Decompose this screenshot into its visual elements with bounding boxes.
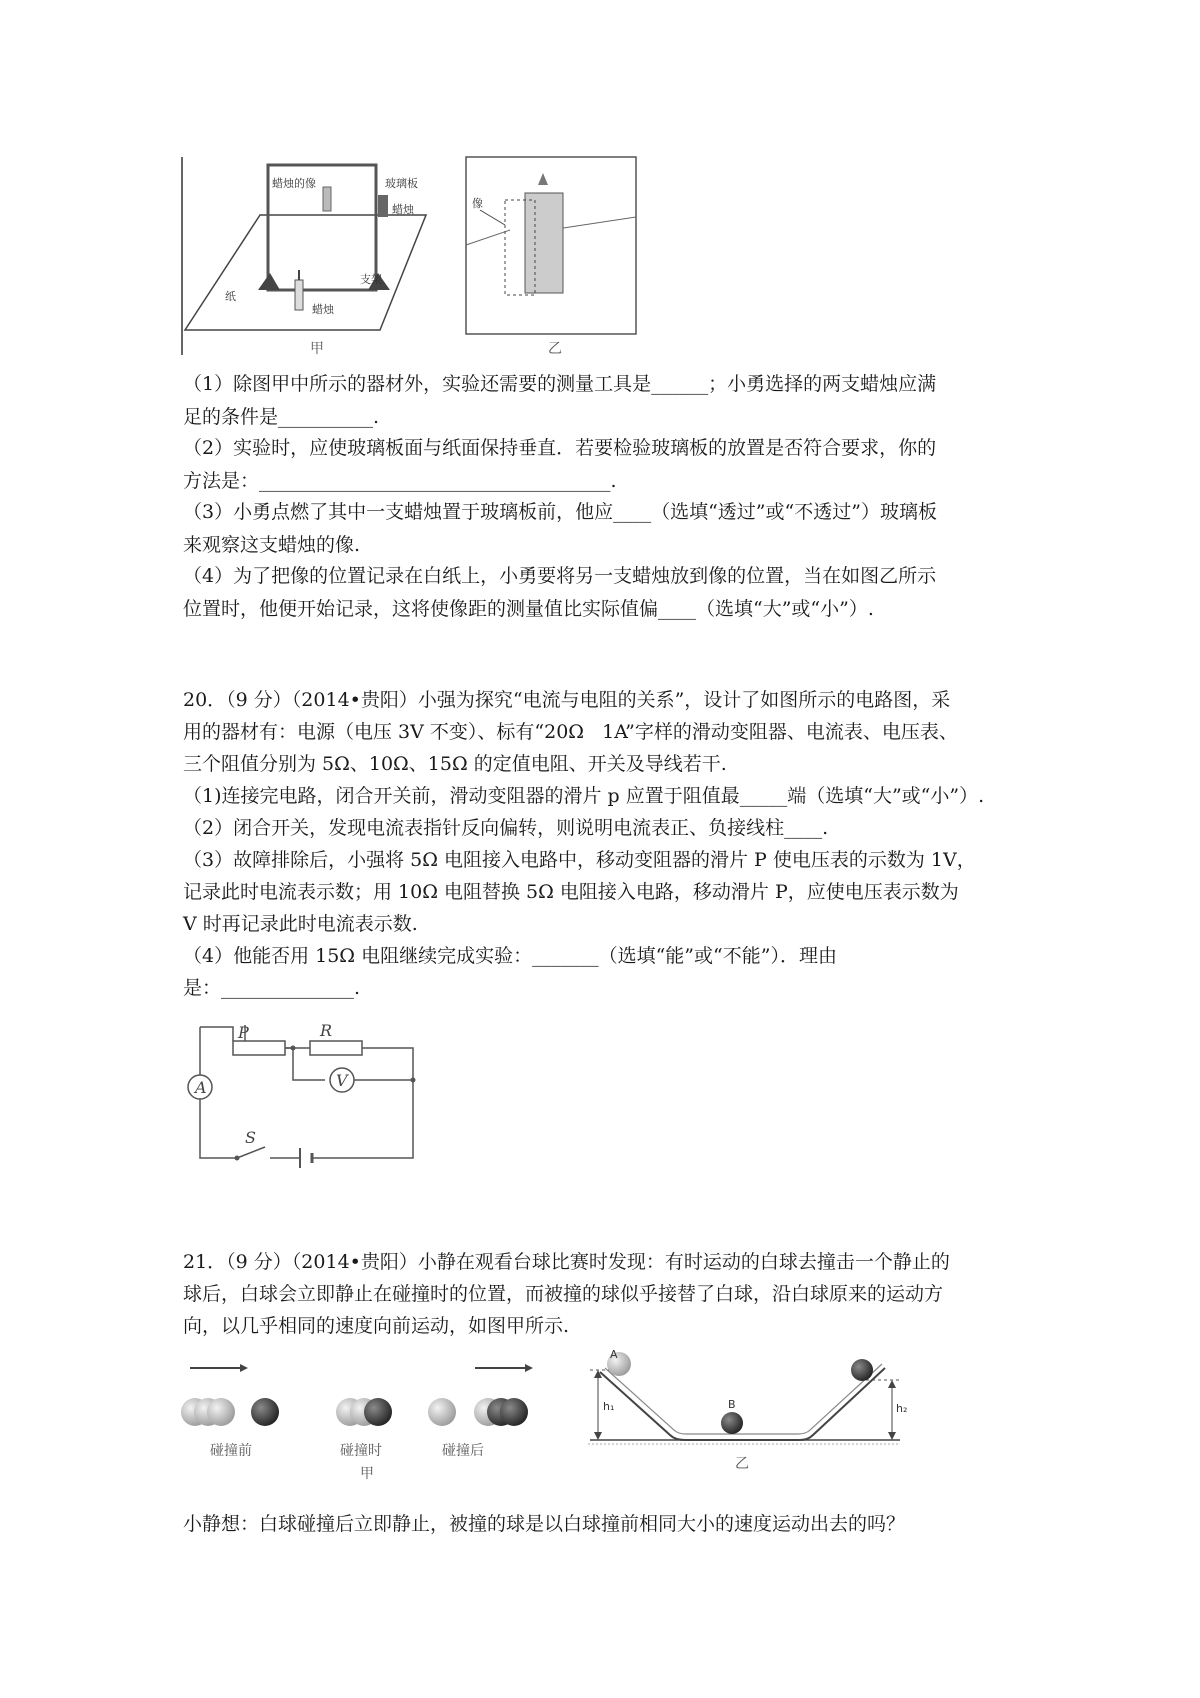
mirror-experiment-figure <box>180 155 660 360</box>
caption-during: 碰撞时 <box>340 1443 382 1459</box>
q19-part1-line1: （1）除图甲中所示的器材外，实验还需要的测量工具是______；小勇选择的两支蜡烛应满 <box>183 373 937 395</box>
label-ammeter-a: A <box>195 1078 207 1097</box>
ball-collision-figure <box>180 1350 980 1510</box>
balls-during <box>336 1398 392 1482</box>
q19-part3-line2: 来观察这支蜡烛的像. <box>183 534 361 556</box>
q19-part4-line1: （4）为了把像的位置记录在白纸上，小勇要将另一支蜡烛放到像的位置，当在如图乙所示 <box>183 565 937 587</box>
q21-question: 小静想：白球碰撞后立即静止，被撞的球是以白球撞前相同大小的速度运动出去的吗？ <box>183 1513 906 1535</box>
label-image: 像 <box>472 197 483 210</box>
label-stand: 支架 <box>360 273 382 286</box>
label-jia-top: 甲 <box>310 341 324 357</box>
balls-before <box>181 1364 279 1459</box>
circuit-diagram <box>185 1015 425 1190</box>
label-h1: h₁ <box>603 1400 615 1413</box>
label-resistor-r: R <box>320 1021 333 1040</box>
label-paper: 纸 <box>225 290 236 303</box>
q20-part3-line2: 记录此时电流表示数；用 10Ω 电阻替换 5Ω 电阻接入电路，移动滑片 P，应使电压表示数为 <box>183 881 959 903</box>
label-switch-s: S <box>245 1128 256 1147</box>
label-h2: h₂ <box>896 1402 908 1415</box>
q20-part3-line3: V 时再记录此时电流表示数. <box>183 913 418 935</box>
label-candle-image: 蜡烛的像 <box>272 177 316 190</box>
q19-part1-line2: 足的条件是__________. <box>183 406 380 428</box>
balls-after <box>428 1364 533 1459</box>
label-voltmeter-v: V <box>336 1071 348 1090</box>
label-candle-1: 蜡烛 <box>392 203 414 216</box>
q19-part3-line1: （3）小勇点燃了其中一支蜡烛置于玻璃板前，他应____（选填“透过”或“不透过”）玻璃板 <box>183 501 937 523</box>
q20-intro-line1: 20．（9 分）（2014•贵阳）小强为探究“电流与电阻的关系”，设计了如图所示的电路图，采 <box>183 689 951 711</box>
q21-intro-line3: 向，以几乎相同的速度向前运动，如图甲所示. <box>183 1315 570 1337</box>
label-yi-balls: 乙 <box>735 1456 749 1472</box>
q20-part4-line1: （4）他能否用 15Ω 电阻继续完成实验：_______（选填“能”或“不能”）．理由 <box>183 945 837 967</box>
ramp-figure-yi <box>588 1350 907 1472</box>
q20-part3-line1: （3）故障排除后，小强将 5Ω 电阻接入电路中，移动变阻器的滑片 P 使电压表的示数为 1V， <box>183 849 976 871</box>
q20-part4-line2: 是：______________. <box>183 977 361 999</box>
label-candle-2: 蜡烛 <box>312 303 334 316</box>
q20-intro-line2: 用的器材有：电源（电压 3V 不变）、标有“20Ω 1A”字样的滑动变阻器、电流表、电压表、 <box>183 721 958 743</box>
caption-before: 碰撞前 <box>210 1443 252 1459</box>
figure-jia <box>182 157 426 357</box>
label-jia-balls: 甲 <box>360 1466 374 1482</box>
q21-intro-line1: 21．（9 分）（2014•贵阳）小静在观看台球比赛时发现：有时运动的白球去撞击一个静止的 <box>183 1251 950 1273</box>
q21-intro-line2: 球后，白球会立即静止在碰撞时的位置，而被撞的球似乎接替了白球，沿白球原来的运动方 <box>183 1283 944 1305</box>
label-glass: 玻璃板 <box>385 177 418 190</box>
label-ball-b: B <box>728 1398 736 1411</box>
q19-part2-line2: 方法是：_____________________________________. <box>183 470 617 492</box>
q20-part1: （1)连接完电路，闭合开关前，滑动变阻器的滑片 p 应置于阻值最_____端（选填“大”或“小”）. <box>183 785 985 807</box>
q19-part4-line2: 位置时，他便开始记录，这将使像距的测量值比实际值偏____（选填“大”或“小”）. <box>183 598 874 620</box>
q20-part2: （2）闭合开关，发现电流表指针反向偏转，则说明电流表正、负接线柱____. <box>183 817 829 839</box>
q19-part2-line1: （2）实验时，应使玻璃板面与纸面保持垂直．若要检验玻璃板的放置是否符合要求，你的 <box>183 437 937 459</box>
label-slider-p: P <box>238 1023 249 1042</box>
q20-intro-line3: 三个阻值分别为 5Ω、10Ω、15Ω 的定值电阻、开关及导线若干. <box>183 753 727 775</box>
figure-yi <box>466 157 636 357</box>
label-yi-top: 乙 <box>548 341 562 357</box>
label-ball-a: A <box>610 1350 618 1361</box>
caption-after: 碰撞后 <box>442 1443 484 1459</box>
